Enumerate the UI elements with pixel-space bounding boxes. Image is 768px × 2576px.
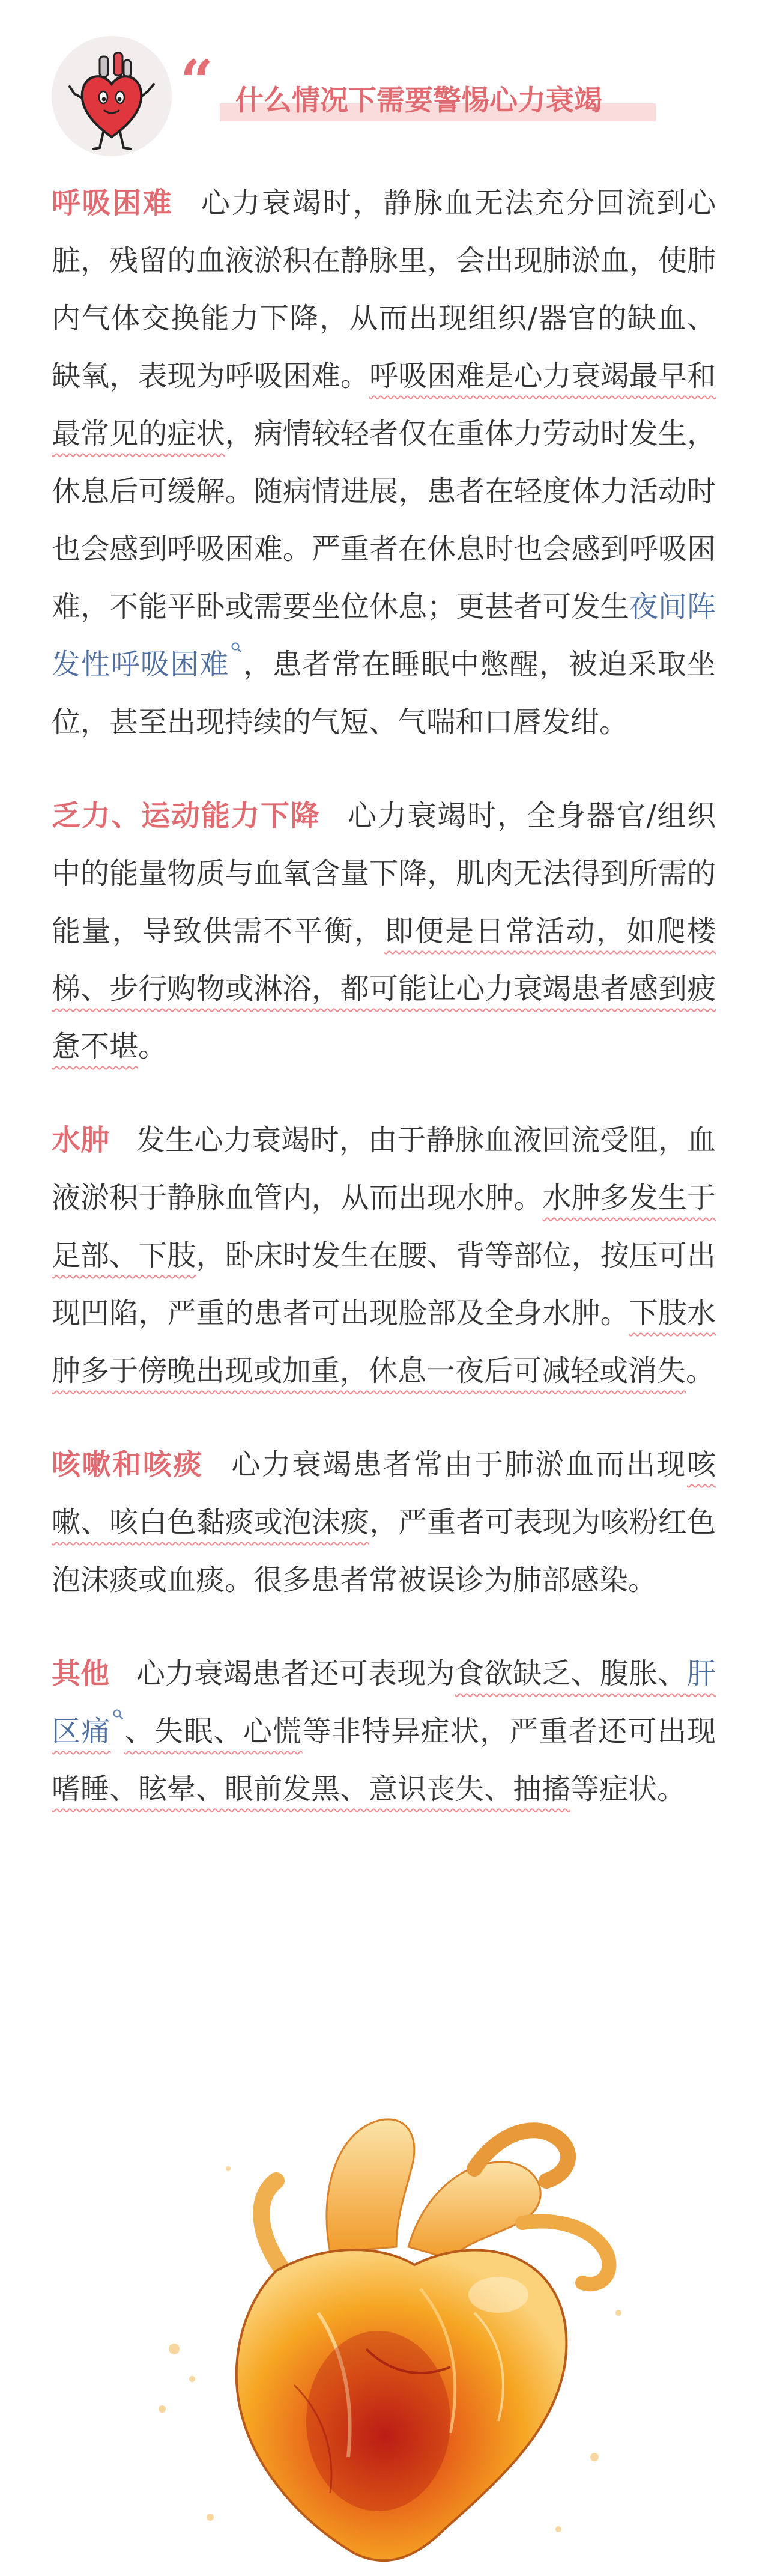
text-run: ，病情较轻者仅在重体力劳动时发生，休息后可缓解。随病情进展，患者在轻度体力活动时也会感到呼吸困难。严重者在休息时也会感到呼吸困难，不能平卧或需要坐位休息；更甚者可发生 — [52, 417, 716, 624]
text-run: 心力衰竭患者常由于肺淤血而出现 — [229, 1448, 687, 1481]
text-run: 心力衰竭时，静脉血无法充分回流到心脏，残留的血液淤积在静脉里，会出现肺淤血，使肺内气体交换能力下降，从而出现组织/器官的缺血、缺氧，表现为呼吸困难。 — [52, 186, 716, 393]
underlined-text: 咳嗽、咳白色黏痰或泡沫痰 — [52, 1448, 716, 1539]
text-run: 。 — [686, 1354, 715, 1388]
paragraph-fatigue — [52, 787, 716, 1075]
quote-mark-icon: “ — [180, 47, 214, 115]
text-run: ，严重者可表现为咳粉红色泡沫痰或血痰。很多患者常被误诊为肺部感染。 — [52, 1505, 716, 1597]
underlined-text: 食欲缺乏、腹胀、 — [455, 1657, 687, 1690]
underlined-text: 水肿多发生于足部、下肢 — [52, 1181, 716, 1272]
keyword-label: 水肿 — [52, 1123, 110, 1157]
article-body — [52, 174, 716, 1818]
text-run: 心力衰竭时，全身器官/组织中的能量物质与血氧含量下降，肌肉无法得到所需的能量，导致供需不平衡， — [52, 799, 716, 948]
underlined-text: 即便是日常活动，如爬楼梯、步行购物或淋浴，都可能让心力衰竭患者感到疲惫不堪 — [52, 914, 716, 1063]
section-title — [223, 77, 656, 125]
paragraph-breathing-difficulty — [52, 174, 716, 751]
article-header — [0, 0, 768, 180]
underlined-text: 、失眠、心慌 — [124, 1715, 303, 1748]
underlined-text: 嗜睡、眩晕、眼前发黑、意识丧失、抽搐 — [52, 1772, 571, 1806]
text-run: ，卧床时发生在腰、背等部位，按压可出现凹陷，严重的患者可出现脸部及全身水肿。 — [52, 1239, 716, 1330]
keyword-label: 乏力、运动能力下降 — [52, 799, 321, 833]
term-link[interactable]: 夜间阵发性呼吸困难 — [52, 590, 716, 681]
keyword-label: 呼吸困难 — [52, 186, 174, 220]
paragraph-edema — [52, 1111, 716, 1400]
text-run: 发生心力衰竭时，由于静脉血液回流受阻，血液淤积于静脉血管内，从而出现水肿。 — [52, 1123, 716, 1215]
keyword-label: 咳嗽和咳痰 — [52, 1448, 204, 1481]
paragraph-other-symptoms — [52, 1645, 716, 1818]
search-icon[interactable] — [231, 636, 243, 662]
paragraph-cough — [52, 1436, 716, 1609]
term-link[interactable]: 肝区痛 — [52, 1657, 716, 1748]
search-icon[interactable] — [112, 1703, 124, 1729]
keyword-label: 其他 — [52, 1657, 110, 1690]
text-run: 心力衰竭患者还可表现为 — [136, 1657, 455, 1690]
heart-mascot-icon — [52, 36, 172, 156]
page-title: 什么情况下需要警惕心力衰竭 — [235, 84, 602, 117]
anatomical-heart-illustration — [138, 2097, 643, 2571]
text-run: 。 — [138, 1030, 168, 1063]
text-run: ，患者常在睡眠中憋醒，被迫采取坐位，甚至出现持续的气短、气喘和口唇发绀。 — [52, 648, 716, 739]
text-run: 等非特异症状，严重者还可出现 — [302, 1715, 716, 1748]
underlined-text: 下肢水肿多于傍晚出现或加重，休息一夜后可减轻或消失 — [52, 1296, 716, 1388]
underlined-text: 呼吸困难是心力衰竭最早和最常见的症状 — [52, 359, 716, 451]
text-run: 等症状。 — [570, 1772, 686, 1806]
